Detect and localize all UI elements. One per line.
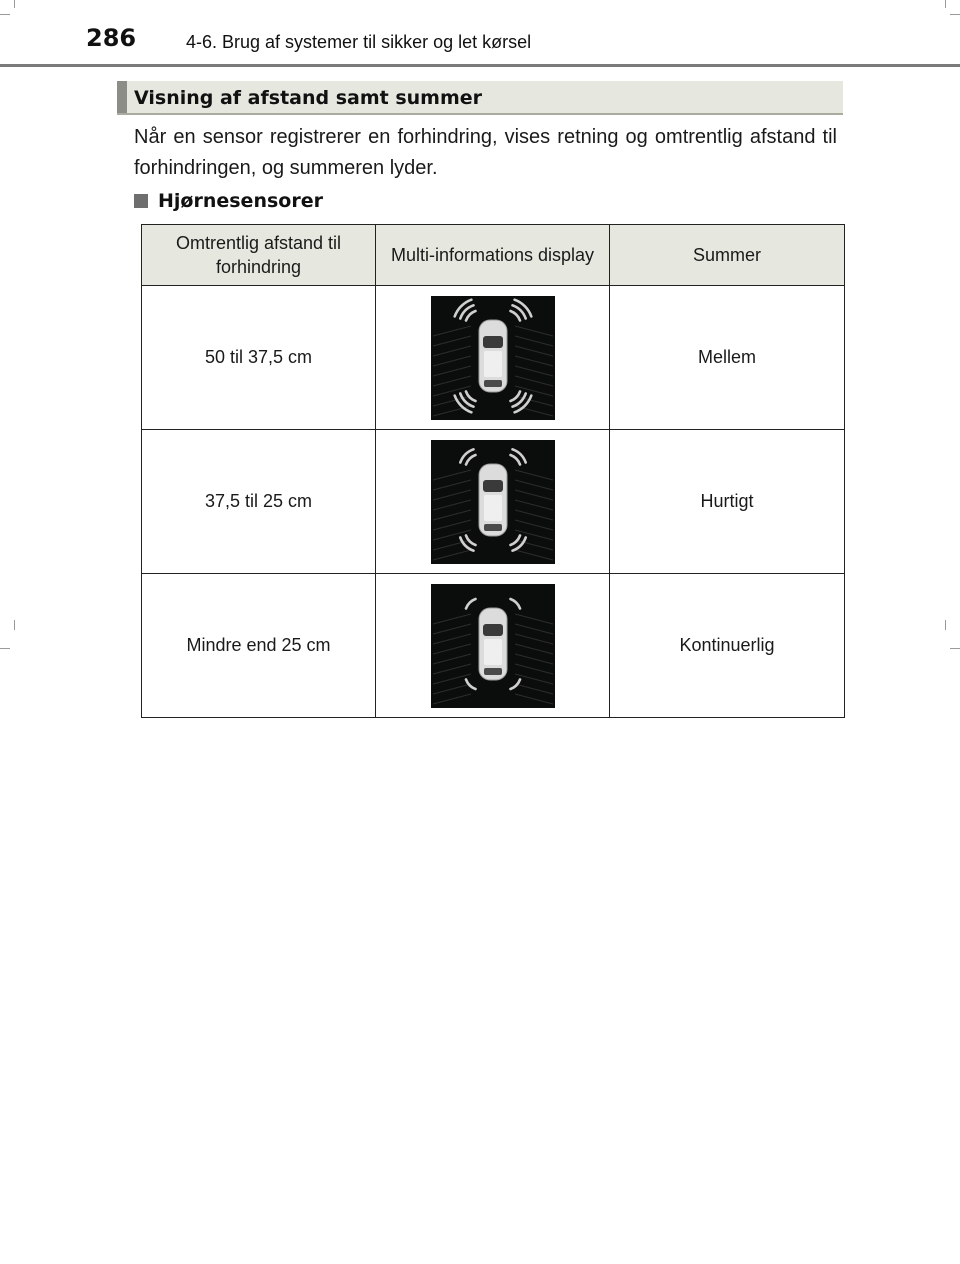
subheading [134,190,323,212]
distance-cell: 37,5 til 25 cm [142,430,376,574]
subheading-text: Hjørnesensorer [158,190,323,212]
car-corner-sensor-icon [431,440,555,564]
section-title-bar [117,81,843,115]
crop-mark [950,648,960,649]
header-rule [0,64,960,67]
sensor-table [141,224,845,718]
table-row [142,430,845,574]
display-cell [376,430,610,574]
page-number: 286 [86,24,137,52]
running-head: 4-6. Brug af systemer til sikker og let kørsel [186,32,532,52]
crop-mark [0,648,10,649]
crop-mark [14,620,15,630]
buzzer-cell: Mellem [610,286,845,430]
buzzer-cell: Hurtigt [610,430,845,574]
car-corner-sensor-icon [431,584,555,708]
car-windshield [483,624,503,636]
distance-cell: Mindre end 25 cm [142,574,376,718]
column-header-buzzer: Summer [610,225,845,286]
display-cell [376,286,610,430]
car-roof [484,495,502,521]
table-header-row [142,225,845,286]
car-windshield [483,336,503,348]
display-cell [376,574,610,718]
crop-mark [950,14,960,15]
column-header-distance: Omtrentlig afstand til forhindring [142,225,376,286]
car-rear-window [484,380,502,387]
crop-mark [945,620,946,630]
crop-mark [0,14,10,15]
car-roof [484,639,502,665]
buzzer-cell: Kontinuerlig [610,574,845,718]
table-row [142,286,845,430]
crop-mark [14,0,15,8]
square-bullet-icon [134,194,148,208]
section-title: Visning af afstand samt summer [134,87,483,109]
distance-cell: 50 til 37,5 cm [142,286,376,430]
crop-mark [945,0,946,8]
car-roof [484,351,502,377]
car-windshield [483,480,503,492]
car-corner-sensor-icon [431,296,555,420]
section-bar-accent [117,81,127,113]
car-rear-window [484,668,502,675]
car-rear-window [484,524,502,531]
intro-paragraph: Når en sensor registrerer en forhindring, vises retning og omtrentlig afstand til forhindringen, og summeren lyder. [134,126,837,179]
table-row [142,574,845,718]
column-header-display: Multi-informations display [376,225,610,286]
